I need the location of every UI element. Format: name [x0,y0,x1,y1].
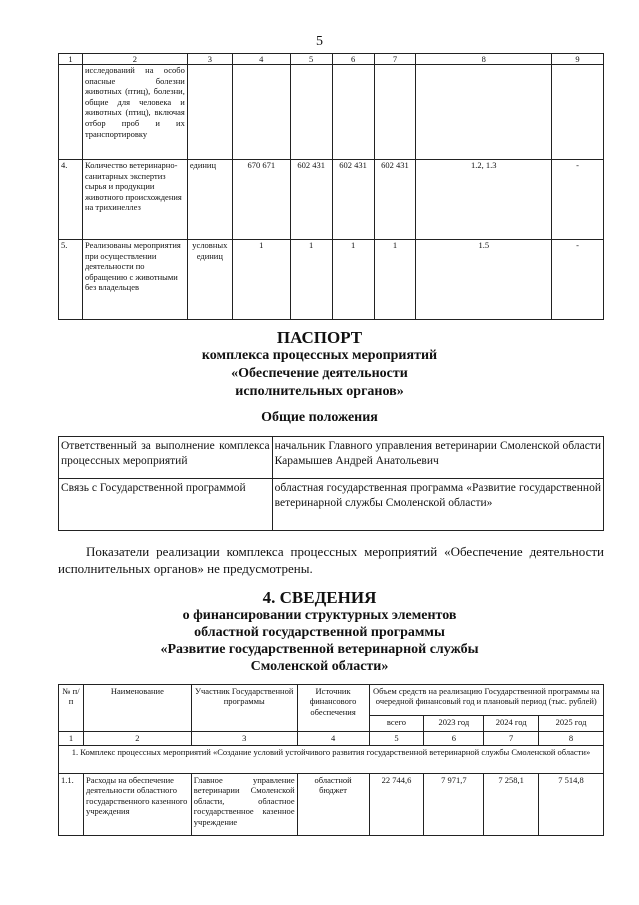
column-number: 6 [424,732,484,746]
value: 1 [290,240,332,320]
table-row [59,65,604,160]
header-source: Источник финансового обеспечения [297,685,369,732]
indicators-table [58,53,604,320]
passport-value: начальник Главного управления ветеринарии Смоленской области Карамышев Андрей Анатольевич [272,437,603,479]
page-number: 5 [316,34,323,49]
column-number: 7 [484,732,539,746]
passport-subtitle: исполнительных органов» [235,384,404,399]
value [332,65,374,160]
row-number: 1.1. [59,774,84,836]
passport-table [58,436,604,531]
row-year-value: 7 258,1 [484,774,539,836]
section4-subtitle: областной государственной программы [194,625,445,640]
passport-value: областная государственная программа «Развитие государственной ветеринарной службы Смоленской области» [272,479,603,531]
header-participant: Участник Государственной программы [191,685,297,732]
table-row [59,774,604,836]
row-name: Расходы на обеспечение деятельности областного государственного казенного учреждения [83,774,191,836]
table-header-row [59,54,604,65]
row-year-value: 7 514,8 [539,774,604,836]
group-row [59,746,604,774]
row-number: 4. [59,160,83,240]
value: 670 671 [232,160,290,240]
header-cell: 8 [416,54,552,65]
note: - [552,240,604,320]
column-number-row [59,732,604,746]
table-row [59,437,604,479]
indicator-name: исследований на особо опасные болезни животных (птиц), болезни, общие для человека и животных (птиц), включая отбор проб и их транспортировку [82,65,187,160]
header-cell: 2 [82,54,187,65]
table-row [59,160,604,240]
indicator-name: Количество ветеринарно-санитарных экспертиз сырья и продукции животного происхождения на трихинеллез [82,160,187,240]
column-number: 3 [191,732,297,746]
value: 602 431 [374,160,416,240]
indicators-paragraph: Показатели реализации комплекса процессных мероприятий «Обеспечение деятельности исполнительных органов» не предусмотрены. [58,544,604,576]
header-volume: Объем средств на реализацию Государственной программы на очередной финансовый год и плановый период (тыс. рублей) [369,685,603,716]
column-number: 8 [539,732,604,746]
header-cell: 7 [374,54,416,65]
passport-title: ПАСПОРТ [276,328,363,347]
header-name: Наименование [83,685,191,732]
header-cell: 5 [290,54,332,65]
section4-subtitle: Смоленской области» [250,659,389,674]
reference: 1.2, 1.3 [416,160,552,240]
value [374,65,416,160]
row-number [59,65,83,160]
column-number: 5 [369,732,424,746]
section4-subtitle: о финансировании структурных элементов [182,608,457,623]
column-number: 4 [297,732,369,746]
header-year: 2024 год [484,716,539,732]
header-year: 2023 год [424,716,484,732]
value: 602 431 [290,160,332,240]
table-row [59,479,604,531]
header-year: 2025 год [539,716,604,732]
section4-subtitle: «Развитие государственной ветеринарной службы [160,642,479,657]
row-year-value: 7 971,7 [424,774,484,836]
indicator-name: Реализованы мероприятия при осуществлении деятельности по обращению с животными без владельцев [82,240,187,320]
header-cell: 3 [187,54,232,65]
financing-table [58,684,604,836]
column-number: 1 [59,732,84,746]
value: 1 [232,240,290,320]
unit: единиц [187,160,232,240]
value: 1 [374,240,416,320]
header-cell: 4 [232,54,290,65]
row-number: 5. [59,240,83,320]
note: - [552,160,604,240]
row-total: 22 744,6 [369,774,424,836]
value [290,65,332,160]
table-row [59,240,604,320]
row-source: областной бюджет [297,774,369,836]
passport-subtitle: «Обеспечение деятельности [231,366,408,381]
value: 602 431 [332,160,374,240]
reference [416,65,552,160]
note [552,65,604,160]
value [232,65,290,160]
header-total: всего [369,716,424,732]
unit: условных единиц [187,240,232,320]
column-number: 2 [83,732,191,746]
header-cell: 9 [552,54,604,65]
section4-title: 4. СВЕДЕНИЯ [262,588,377,607]
section-heading: Общие положения [261,410,378,425]
reference: 1.5 [416,240,552,320]
header-num: № п/п [59,685,84,732]
passport-label: Ответственный за выполнение комплекса процессных мероприятий [59,437,273,479]
unit [187,65,232,160]
header-cell: 6 [332,54,374,65]
passport-subtitle: комплекса процессных мероприятий [201,348,438,363]
group-title: 1. Комплекс процессных мероприятий «Создание условий устойчивого развития государственной ветеринарной службы Смоленской области» [59,746,604,774]
table-header-row [59,685,604,716]
header-cell: 1 [59,54,83,65]
row-participant: Главное управление ветеринарии Смоленской области, областное государственное казенное учреждение [191,774,297,836]
passport-label: Связь с Государственной программой [59,479,273,531]
value: 1 [332,240,374,320]
